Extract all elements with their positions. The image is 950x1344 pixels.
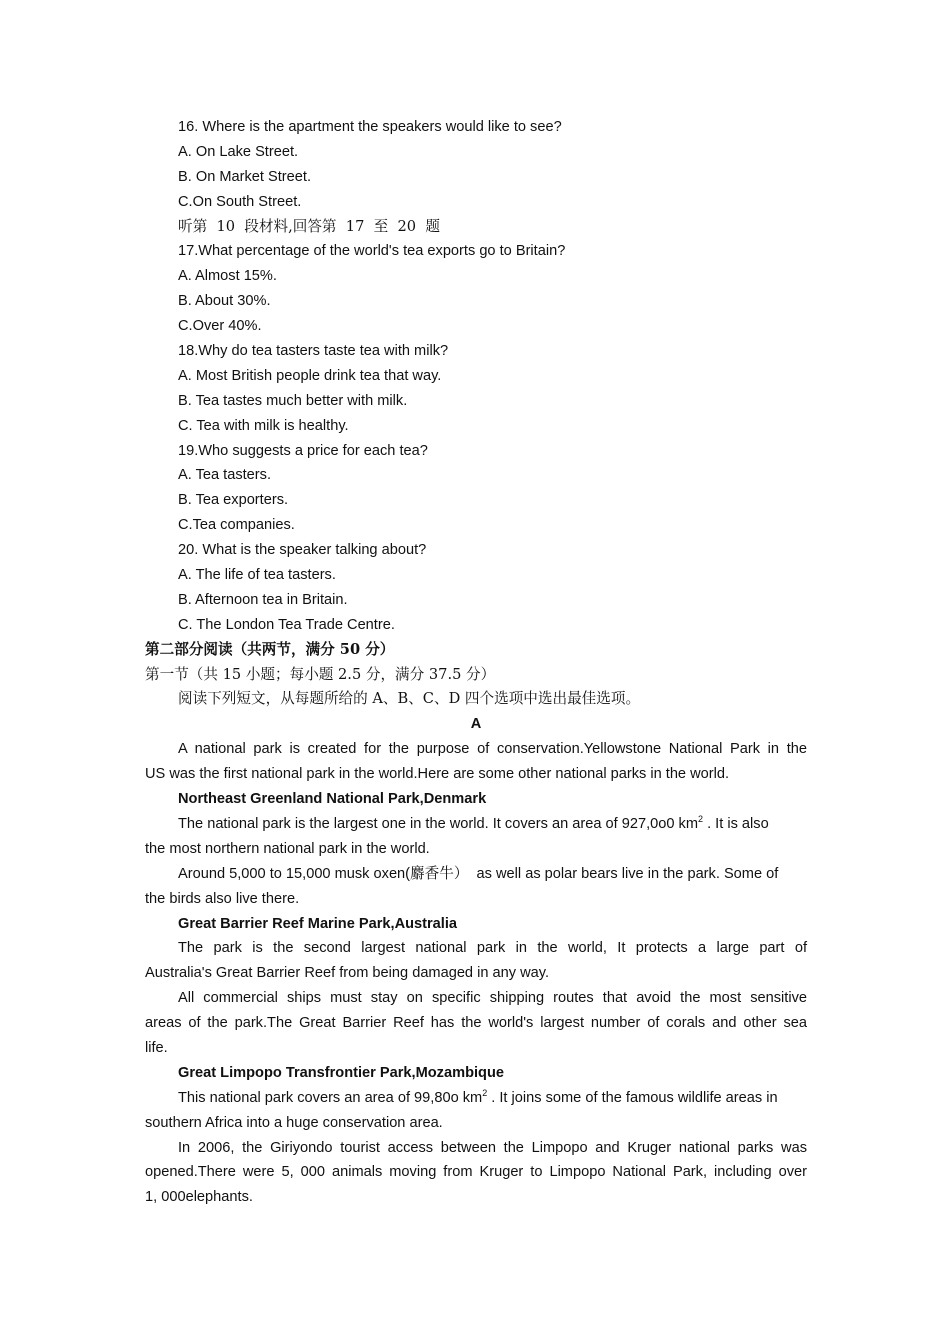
question-16: 16. Where is the apartment the speakers would like to see?: [178, 119, 562, 135]
park1-paragraph1-line1: [145, 812, 807, 837]
q19-option-c: C.Tea companies.: [178, 517, 295, 534]
q18-option-b: B. Tea tastes much better with milk.: [178, 392, 408, 409]
park2-heading: Great Barrier Reef Marine Park,Australia: [178, 915, 458, 932]
park3-superscript: 2: [482, 1087, 488, 1098]
park1-paragraph2-line2: the birds also live there.: [145, 890, 300, 907]
park3-paragraph1-line1: [145, 1086, 807, 1111]
reading-section-title: 第一节（共 15 小题；每小题 2.5 分，满分 37.5 分）: [145, 665, 496, 683]
park2-paragraph2-line2: areas of the park.The Great Barrier Reef has the world's largest number of corals and other sea: [145, 1015, 807, 1032]
question-17: 17.What percentage of the world's tea exports go to Britain?: [178, 243, 566, 260]
q19-option-b: B. Tea exporters.: [178, 492, 289, 509]
question-18: 18.Why do tea tasters taste tea with milk?: [178, 343, 449, 360]
park1-superscript: 2: [698, 813, 704, 824]
q19-option-a: A. Tea tasters.: [178, 467, 272, 484]
question-19: 19.Who suggests a price for each tea?: [178, 442, 428, 459]
q17-option-b: B. About 30%.: [178, 293, 271, 310]
park3-paragraph2-line3: 1, 000elephants.: [145, 1189, 253, 1206]
park2-paragraph1-line1: The park is the second largest national park in the world, It protects a large part of: [178, 940, 807, 957]
park3-paragraph1-line2: southern Africa into a huge conservation area.: [145, 1114, 443, 1131]
park3-p1-text: This national park covers an area of 99,80o km: [178, 1089, 483, 1106]
park2-paragraph1-line2: Australia's Great Barrier Reef from being damaged in any way.: [145, 965, 550, 982]
park1-p2-tail: as well as polar bears live in the park. Some of: [468, 865, 779, 882]
q20-option-a: A. The life of tea tasters.: [178, 567, 336, 584]
q16-option-a: A. On Lake Street.: [178, 143, 299, 160]
question-20: 20. What is the speaker talking about?: [178, 542, 427, 559]
reading-part-title: 第二部分阅读（共两节，满分 50 分）: [145, 640, 395, 658]
intro-line-1: A national park is created for the purpose of conservation.Yellowstone National Park in the: [178, 741, 807, 758]
park1-p2-chinese: 麝香牛）: [410, 864, 469, 882]
park3-p1-tail: . It joins some of the famous wildlife areas in: [487, 1089, 778, 1106]
park3-paragraph2-line1: In 2006, the Giriyondo tourist access between the Limpopo and Kruger national parks was: [178, 1139, 807, 1156]
q17-option-c: C.Over 40%.: [178, 318, 262, 335]
listening-section-instruction: 听第 10 段材料,回答第 17 至 20 题: [178, 217, 440, 235]
park1-p1-tail: . It is also: [703, 815, 769, 832]
intro-line-2: US was the first national park in the world.Here are some other national parks in the world.: [145, 766, 730, 783]
q18-option-a: A. Most British people drink tea that way.: [178, 367, 442, 384]
park1-heading: Northeast Greenland National Park,Denmark: [178, 791, 487, 808]
q17-option-a: A. Almost 15%.: [178, 268, 277, 285]
park3-paragraph2-line2: opened.There were 5, 000 animals moving from Kruger to Limpopo National Park, including over: [145, 1164, 807, 1181]
park1-paragraph2-line1: [145, 862, 807, 887]
q16-option-b: B. On Market Street.: [178, 168, 312, 185]
q16-option-c: C.On South Street.: [178, 193, 302, 210]
q20-option-b: B. Afternoon tea in Britain.: [178, 591, 348, 608]
q18-option-c: C. Tea with milk is healthy.: [178, 417, 349, 434]
document-content: [145, 115, 807, 1210]
q20-option-c: C. The London Tea Trade Centre.: [178, 616, 395, 633]
park1-paragraph1-line2: the most northern national park in the world.: [145, 840, 430, 857]
park2-paragraph2-line1: All commercial ships must stay on specific shipping routes that avoid the most sensitive: [178, 990, 807, 1007]
park2-paragraph2-line3: life.: [145, 1039, 168, 1056]
park1-p1-text: The national park is the largest one in the world. It covers an area of 927,0o0 km: [178, 815, 698, 832]
passage-label: A: [470, 716, 482, 733]
reading-instruction: 阅读下列短文，从每题所给的 A、B、C、D 四个选项中选出最佳选项。: [178, 690, 641, 708]
park3-heading: Great Limpopo Transfrontier Park,Mozambique: [178, 1064, 504, 1081]
park1-p2-text: Around 5,000 to 15,000 musk oxen(: [178, 865, 411, 882]
